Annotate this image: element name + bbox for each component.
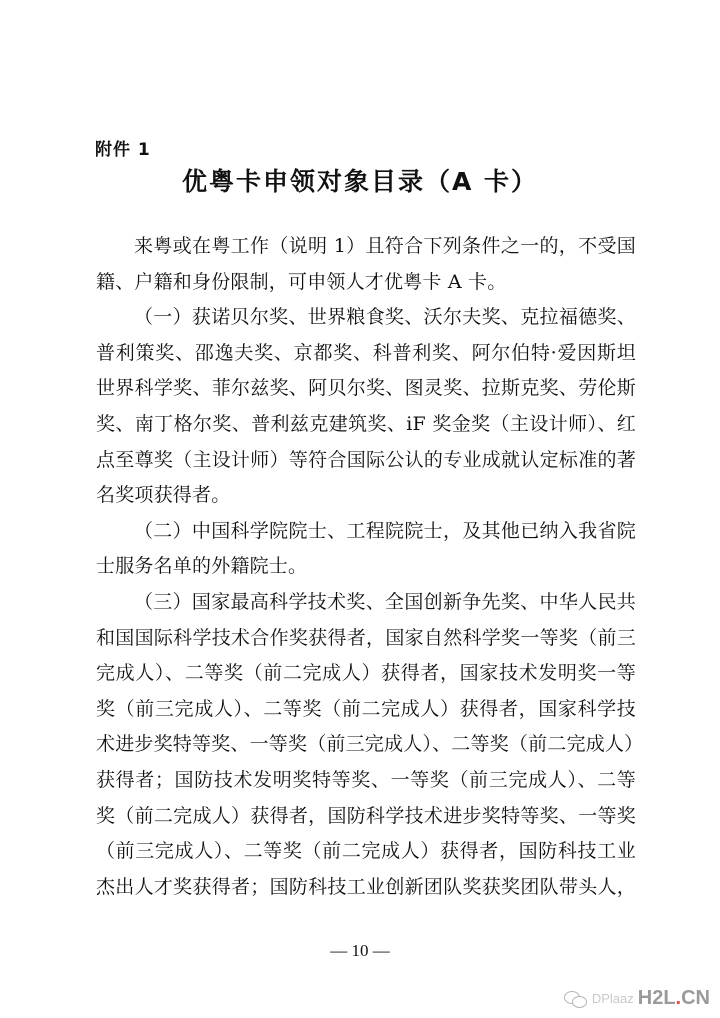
body-line: 杰出人才奖获得者；国防科技工业创新团队奖获奖团队带头人， [96, 875, 636, 898]
watermark-brand-suffix: CN [681, 987, 710, 1009]
body-line: 和国国际科学技术合作奖获得者，国家自然科学奖一等奖（前三 [96, 626, 636, 649]
watermark-brand-main: H2L [637, 987, 676, 1009]
watermark-brand-dot: . [675, 987, 682, 1009]
body-line: 点至尊奖（主设计师）等符合国际公认的专业成就认定标准的著 [96, 448, 636, 471]
document-body [96, 229, 644, 905]
body-line: （一）获诺贝尔奖、世界粮食奖、沃尔夫奖、克拉福德奖、 [134, 306, 636, 329]
body-line: 士服务名单的外籍院士。 [96, 555, 308, 578]
body-line: 世界科学奖、菲尔兹奖、阿贝尔奖、图灵奖、拉斯克奖、劳伦斯 [96, 377, 636, 400]
watermark-brand [638, 987, 710, 1010]
body-line: 奖（前三完成人）、二等奖（前二完成人）获得者，国家科学技 [96, 697, 636, 720]
document-title: 优粤卡申领对象目录（A 卡） [181, 167, 539, 196]
page-number: — 10 — [330, 941, 390, 960]
body-line: 完成人）、二等奖（前二完成人）获得者，国家技术发明奖一等 [96, 662, 636, 685]
body-line: 奖（前二完成人）获得者，国防科学技术进步奖特等奖、一等奖 [96, 804, 636, 827]
body-line: （三）国家最高科学技术奖、全国创新争先奖、中华人民共 [134, 590, 636, 613]
body-line: 获得者；国防技术发明奖特等奖、一等奖（前三完成人）、二等 [96, 768, 636, 791]
body-line: 术进步奖特等奖、一等奖（前三完成人）、二等奖（前二完成人） [96, 733, 644, 756]
body-line: 名奖项获得者。 [96, 484, 231, 507]
body-line: 普利策奖、邵逸夫奖、京都奖、科普利奖、阿尔伯特·爱因斯坦 [96, 341, 636, 364]
source-watermark [564, 987, 710, 1010]
body-line: 来粤或在粤工作（说明 1）且符合下列条件之一的，不受国 [134, 235, 636, 257]
attachment-label: 附件 1 [95, 140, 151, 160]
wechat-icon [564, 989, 588, 1009]
body-line: 籍、户籍和身份限制，可申领人才优粤卡 A 卡。 [96, 270, 507, 293]
body-line: （前三完成人）、二等奖（前二完成人）获得者，国防科技工业 [96, 840, 636, 863]
body-line: 奖、南丁格尔奖、普利兹克建筑奖、iF 奖金奖（主设计师）、红 [96, 412, 636, 435]
body-line: （二）中国科学院院士、工程院院士，及其他已纳入我省院 [134, 519, 636, 542]
watermark-faint-text: DPlaaz [591, 991, 634, 1006]
